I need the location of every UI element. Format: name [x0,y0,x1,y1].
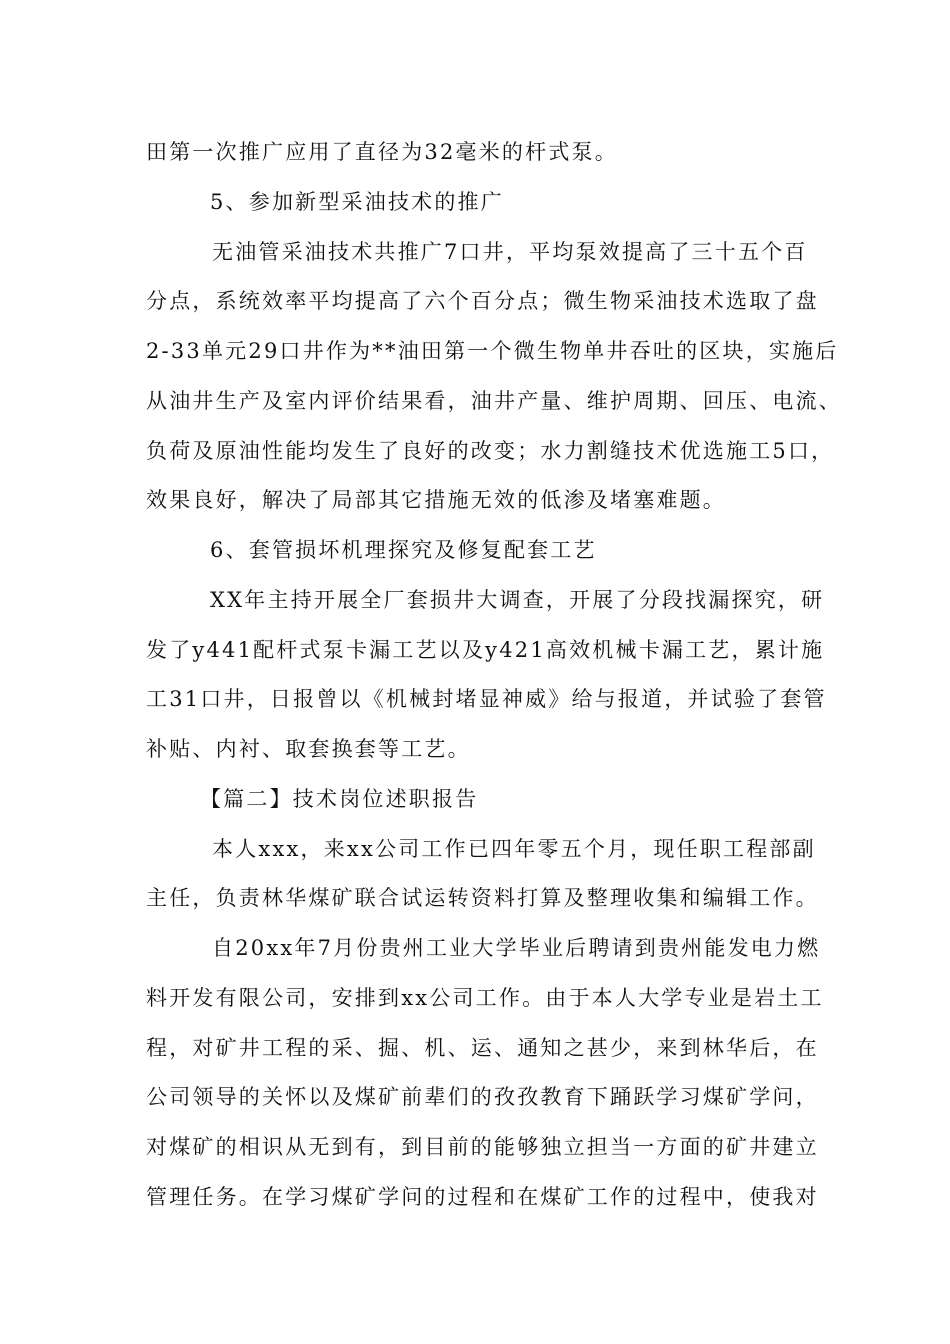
body-text-line: 补贴、内衬、取套换套等工艺。 [146,737,471,761]
body-text-line: 公司领导的关怀以及煤矿前辈们的孜孜教育下踊跃学习煤矿学问， [146,1085,819,1109]
body-text-line: 主任，负责林华煤矿联合试运转资料打算及整理收集和编辑工作。 [146,886,819,910]
body-text-line: 效果良好，解决了局部其它措施无效的低渗及堵塞难题。 [146,488,726,512]
section-heading: 5、参加新型采油技术的推广 [210,190,504,214]
section-heading: 【篇二】技术岗位述职报告 [200,787,479,811]
body-text-line: 从油井生产及室内评价结果看，油井产量、维护周期、回压、电流、 [146,389,842,413]
body-text-line: 料开发有限公司，安排到xx公司工作。由于本人大学专业是岩土工 [146,986,824,1010]
paragraph-first-line: 本人xxx，来xx公司工作已四年零五个月，现任职工程部副 [212,837,816,861]
paragraph-first-line: XX年主持开展全厂套损井大调查，开展了分段找漏探究，研 [210,588,825,612]
body-text-line: 发了y441配杆式泵卡漏工艺以及y421高效机械卡漏工艺，累计施 [146,638,825,662]
section-heading: 6、套管损坏机理探究及修复配套工艺 [210,538,597,562]
paragraph-first-line: 自20xx年7月份贵州工业大学毕业后聘请到贵州能发电力燃 [212,936,821,960]
body-text-line: 程，对矿井工程的采、掘、机、运、通知之甚少，来到林华后，在 [146,1036,819,1060]
paragraph-first-line: 无油管采油技术共推广7口井，平均泵效提高了三十五个百 [212,240,808,264]
body-text-line: 2-33单元29口井作为**油田第一个微生物单井吞吐的区块，实施后 [146,339,839,363]
body-text-line: 负荷及原油性能均发生了良好的改变；水力割缝技术优选施工5口， [146,439,835,463]
body-text-line: 对煤矿的相识从无到有，到目前的能够独立担当一方面的矿井建立 [146,1135,819,1159]
body-text-line: 管理任务。在学习煤矿学问的过程和在煤矿工作的过程中，使我对 [146,1185,819,1209]
body-text-line: 田第一次推广应用了直径为32毫米的杆式泵。 [146,140,618,164]
body-text-line: 工31口井，日报曾以《机械封堵显神威》给与报道，并试验了套管 [146,687,827,711]
body-text-line: 分点，系统效率平均提高了六个百分点；微生物采油技术选取了盘 [146,289,819,313]
